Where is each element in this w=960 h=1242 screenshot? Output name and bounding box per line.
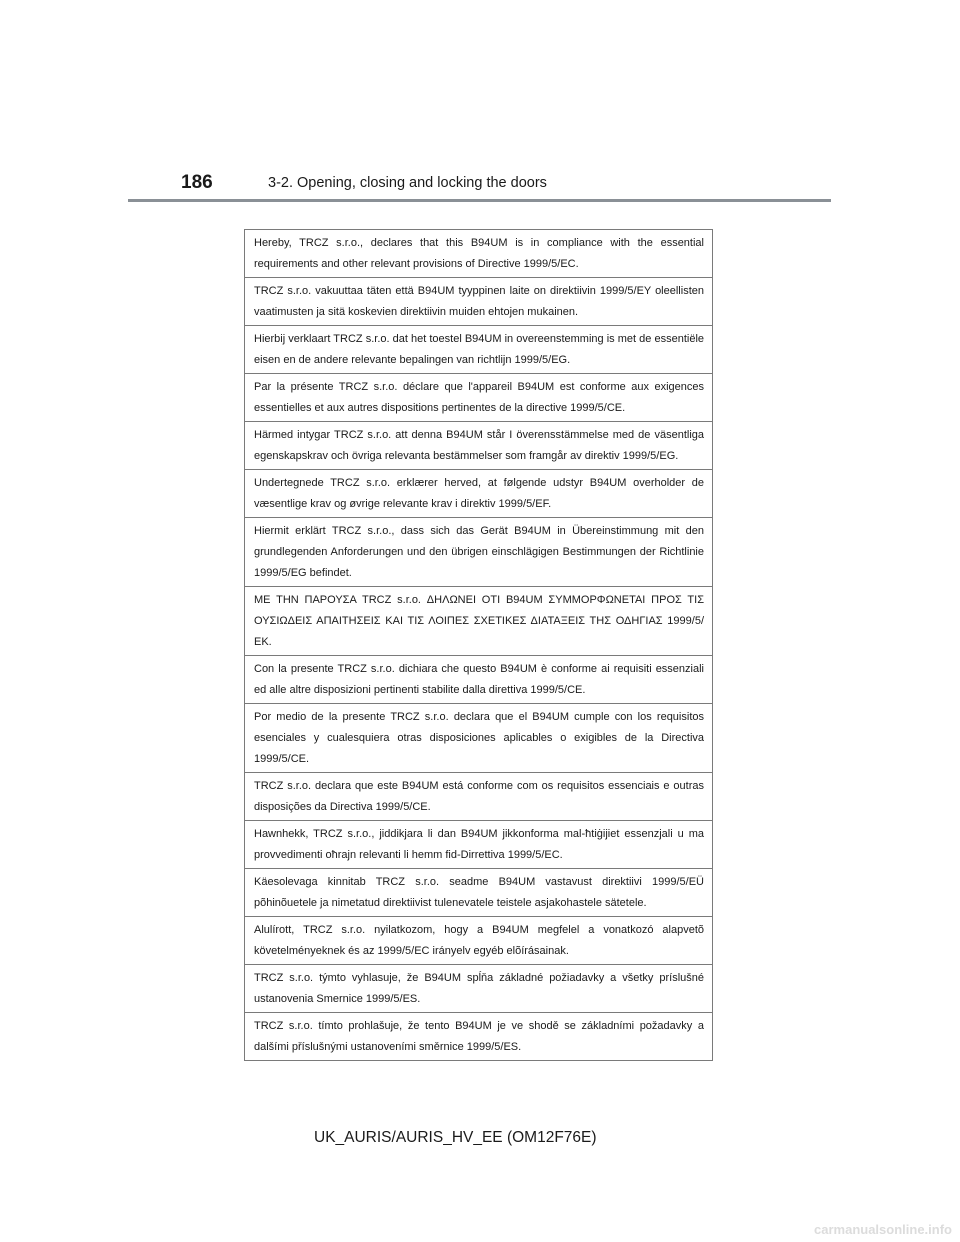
declaration-greek: ΜΕ ΤΗΝ ΠΑΡΟΥΣΑ TRCZ s.r.o. ΔΗΛΩΝΕΙ ΟΤΙ B94UM ΣΥΜΜΟΡΦΩΝΕΤΑΙ ΠΡΟΣ ΤΙΣ ΟΥΣΙΩΔΕΙΣ ΑΠΑΙΤΗΣΕΙΣ ΚΑΙ ΤΙΣ ΛΟΙΠΕΣ ΣΧΕΤΙΚΕΣ ΔΙΑΤΑΞΕΙΣ ΤΗΣ ΟΔΗΓΙΑΣ 1999/5/ΕΚ. — [245, 587, 713, 656]
declaration-italian: Con la presente TRCZ s.r.o. dichiara che questo B94UM è conforme ai requisiti essenziali ed alle altre disposizioni pertinenti stabilite dalla direttiva 1999/5/CE. — [245, 656, 713, 704]
table-row — [245, 773, 713, 821]
declaration-spanish: Por medio de la presente TRCZ s.r.o. declara que el B94UM cumple con los requisitos esenciales y cualesquiera otras disposiciones aplicables o exigibles de la Directiva 1999/5/CE. — [245, 704, 713, 773]
table-row — [245, 869, 713, 917]
declaration-german: Hiermit erklärt TRCZ s.r.o., dass sich das Gerät B94UM in Übereinstimmung mit den grundlegenden Anforderungen und den übrigen einschlägigen Bestimmungen der Richtlinie 1999/5/EG befindet. — [245, 518, 713, 587]
declaration-dutch: Hierbij verklaart TRCZ s.r.o. dat het toestel B94UM in overeenstemming is met de essentiële eisen en de andere relevante bepalingen van richtlijn 1999/5/EG. — [245, 326, 713, 374]
table-row — [245, 1013, 713, 1061]
watermark-text: carmanualsonline.info — [814, 1222, 952, 1237]
table-row — [245, 326, 713, 374]
table-row — [245, 518, 713, 587]
declaration-maltese: Hawnhekk, TRCZ s.r.o., jiddikjara li dan B94UM jikkonforma mal-ħtiġijiet essenzjali u ma provvedimenti oħrajn relevanti li hemm fid-Dirrettiva 1999/5/EC. — [245, 821, 713, 869]
table-row — [245, 230, 713, 278]
declaration-french: Par la présente TRCZ s.r.o. déclare que l'appareil B94UM est conforme aux exigences essentielles et aux autres dispositions pertinentes de la directive 1999/5/CE. — [245, 374, 713, 422]
table-row — [245, 656, 713, 704]
section-title: 3-2. Opening, closing and locking the doors — [268, 175, 547, 191]
declaration-portuguese: TRCZ s.r.o. declara que este B94UM está conforme com os requisitos essenciais e outras disposições da Directiva 1999/5/CE. — [245, 773, 713, 821]
declaration-swedish: Härmed intygar TRCZ s.r.o. att denna B94UM står I överensstämmelse med de väsentliga egenskapskrav och övriga relevanta bestämmelser som framgår av direktiv 1999/5/EG. — [245, 422, 713, 470]
table-row — [245, 278, 713, 326]
table-row — [245, 374, 713, 422]
footer-model-code: UK_AURIS/AURIS_HV_EE (OM12F76E) — [314, 1129, 597, 1146]
declaration-table — [244, 229, 713, 1061]
header-rule — [128, 199, 831, 202]
declaration-estonian: Käesolevaga kinnitab TRCZ s.r.o. seadme B94UM vastavust direktiivi 1999/5/EÜ põhinõuetele ja nimetatud direktiivist tulenevatele teistele asjakohastele sätetele. — [245, 869, 713, 917]
declaration-finnish: TRCZ s.r.o. vakuuttaa täten että B94UM tyyppinen laite on direktiivin 1999/5/EY oleellisten vaatimusten ja sitä koskevien direktiivin muiden ehtojen mukainen. — [245, 278, 713, 326]
declaration-czech: TRCZ s.r.o. tímto prohlašuje, že tento B94UM je ve shodě se základními požadavky a dalšími příslušnými ustanoveními směrnice 1999/5/ES. — [245, 1013, 713, 1061]
table-row — [245, 917, 713, 965]
table-row — [245, 965, 713, 1013]
table-row — [245, 470, 713, 518]
table-row — [245, 704, 713, 773]
declaration-danish: Undertegnede TRCZ s.r.o. erklærer herved, at følgende udstyr B94UM overholder de væsentlige krav og øvrige relevante krav i direktiv 1999/5/EF. — [245, 470, 713, 518]
table-row — [245, 422, 713, 470]
declaration-slovak: TRCZ s.r.o. týmto vyhlasuje, že B94UM spĺňa základné požiadavky a všetky príslušné ustanovenia Smernice 1999/5/ES. — [245, 965, 713, 1013]
declaration-hungarian: Alulírott, TRCZ s.r.o. nyilatkozom, hogy a B94UM megfelel a vonatkozó alapvetõ követelményeknek és az 1999/5/EC irányelv egyéb elõírásainak. — [245, 917, 713, 965]
declaration-english: Hereby, TRCZ s.r.o., declares that this B94UM is in compliance with the essential requirements and other relevant provisions of Directive 1999/5/EC. — [245, 230, 713, 278]
table-row — [245, 587, 713, 656]
table-row — [245, 821, 713, 869]
page-number: 186 — [181, 172, 213, 193]
